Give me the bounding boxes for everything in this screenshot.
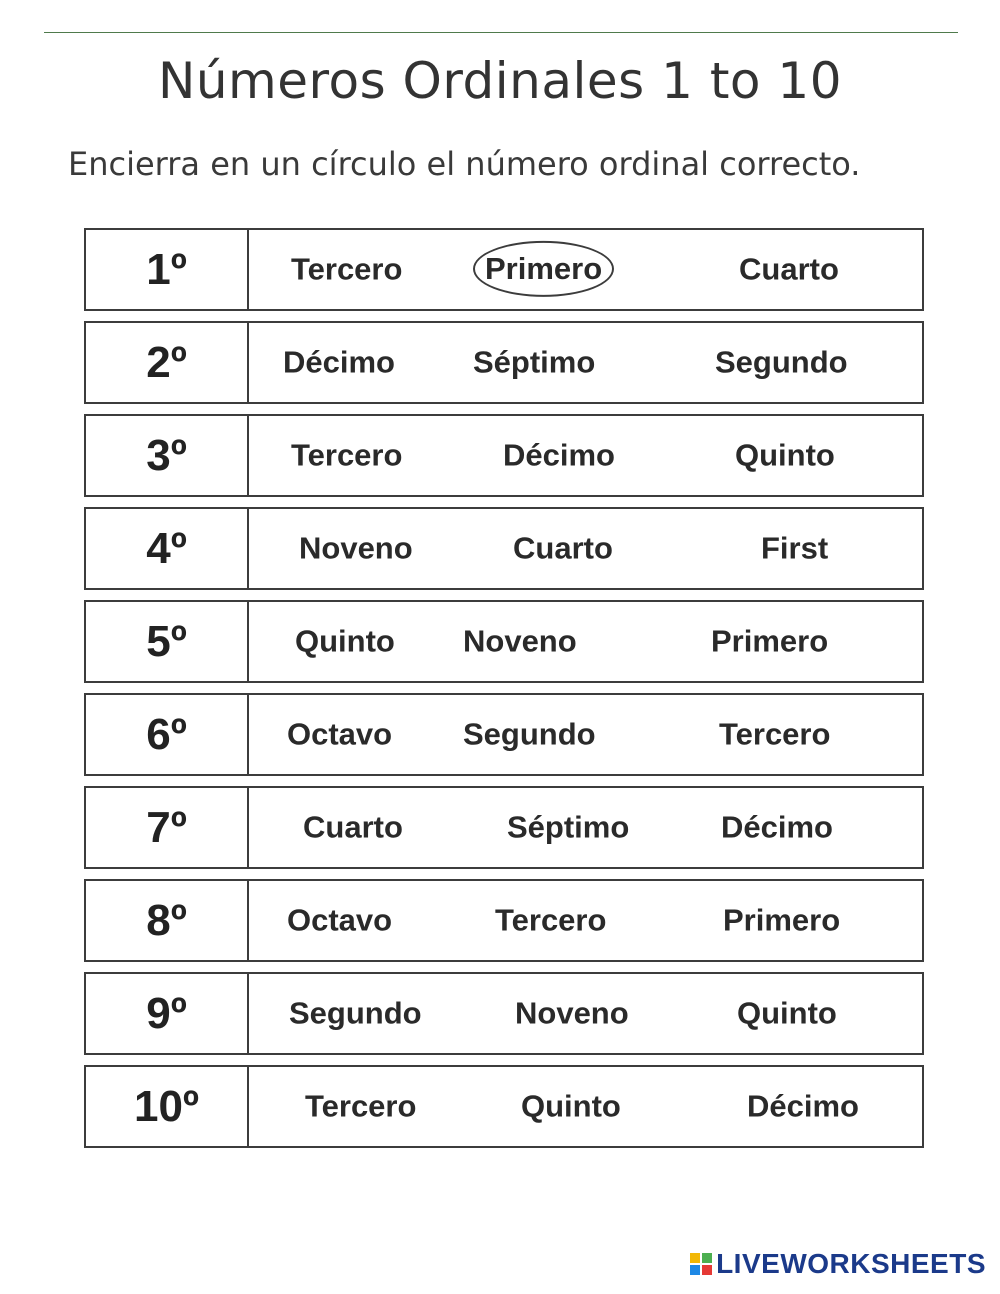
ordinal-number: 4º: [86, 509, 249, 588]
answer-option[interactable]: Quinto: [521, 1087, 621, 1123]
answer-option[interactable]: Noveno: [299, 529, 413, 565]
table-row: [84, 507, 924, 590]
logo-square: [690, 1265, 700, 1275]
answer-option[interactable]: Noveno: [463, 622, 577, 658]
answer-option[interactable]: Noveno: [515, 994, 629, 1030]
worksheet-instruction: Encierra en un círculo el número ordinal correcto.: [68, 145, 861, 183]
answer-option[interactable]: Octavo: [287, 715, 393, 751]
top-divider: [44, 32, 958, 33]
ordinal-number: 5º: [86, 602, 249, 681]
liveworksheets-logo-icon: [690, 1253, 712, 1275]
table-row: [84, 600, 924, 683]
worksheet-title: Números Ordinales 1 to 10: [157, 52, 843, 110]
table-row: [84, 1065, 924, 1148]
answer-option[interactable]: Cuarto: [303, 808, 403, 844]
ordinal-number: 8º: [86, 881, 249, 960]
answer-options: [249, 602, 922, 681]
ordinal-number: 10º: [86, 1067, 249, 1146]
answer-option[interactable]: Quinto: [737, 994, 837, 1030]
table-row: [84, 879, 924, 962]
logo-square: [702, 1253, 712, 1263]
answer-option[interactable]: Primero: [711, 622, 829, 658]
answer-option[interactable]: Quinto: [295, 622, 395, 658]
answer-option-selected[interactable]: Primero: [473, 240, 614, 296]
answer-option[interactable]: Tercero: [305, 1087, 417, 1123]
ordinal-number: 7º: [86, 788, 249, 867]
answer-options: [249, 695, 922, 774]
ordinal-number: 6º: [86, 695, 249, 774]
table-row: [84, 228, 924, 311]
answer-option[interactable]: Segundo: [463, 715, 596, 751]
answer-options: [249, 416, 922, 495]
table-row: [84, 693, 924, 776]
answer-option[interactable]: Octavo: [287, 901, 393, 937]
answer-option[interactable]: Primero: [723, 901, 841, 937]
answer-options: [249, 881, 922, 960]
table-row: [84, 786, 924, 869]
answer-option[interactable]: Tercero: [291, 436, 403, 472]
answer-option[interactable]: Cuarto: [739, 250, 839, 286]
liveworksheets-logo: [690, 1248, 986, 1280]
answer-option[interactable]: Décimo: [283, 343, 395, 379]
table-row: [84, 972, 924, 1055]
answer-option[interactable]: Tercero: [495, 901, 607, 937]
answer-option[interactable]: Quinto: [735, 436, 835, 472]
answer-option[interactable]: Décimo: [721, 808, 833, 844]
ordinal-number: 1º: [86, 230, 249, 309]
ordinal-number: 3º: [86, 416, 249, 495]
answer-options: [249, 230, 922, 309]
answer-options: [249, 788, 922, 867]
table-row: [84, 414, 924, 497]
ordinal-table: [84, 228, 924, 1158]
answer-options: [249, 509, 922, 588]
answer-options: [249, 323, 922, 402]
answer-option[interactable]: Segundo: [715, 343, 848, 379]
logo-square: [702, 1265, 712, 1275]
answer-option[interactable]: Séptimo: [507, 808, 630, 844]
answer-option[interactable]: Décimo: [503, 436, 615, 472]
answer-option[interactable]: First: [761, 529, 829, 565]
answer-option[interactable]: Séptimo: [473, 343, 596, 379]
answer-option[interactable]: Segundo: [289, 994, 422, 1030]
ordinal-number: 9º: [86, 974, 249, 1053]
answer-option[interactable]: Tercero: [719, 715, 831, 751]
ordinal-number: 2º: [86, 323, 249, 402]
logo-square: [690, 1253, 700, 1263]
answer-option[interactable]: Cuarto: [513, 529, 613, 565]
table-row: [84, 321, 924, 404]
answer-option[interactable]: Décimo: [747, 1087, 859, 1123]
answer-options: [249, 974, 922, 1053]
answer-options: [249, 1067, 922, 1146]
liveworksheets-logo-text: LIVEWORKSHEETS: [716, 1248, 986, 1279]
answer-option[interactable]: Tercero: [291, 250, 403, 286]
